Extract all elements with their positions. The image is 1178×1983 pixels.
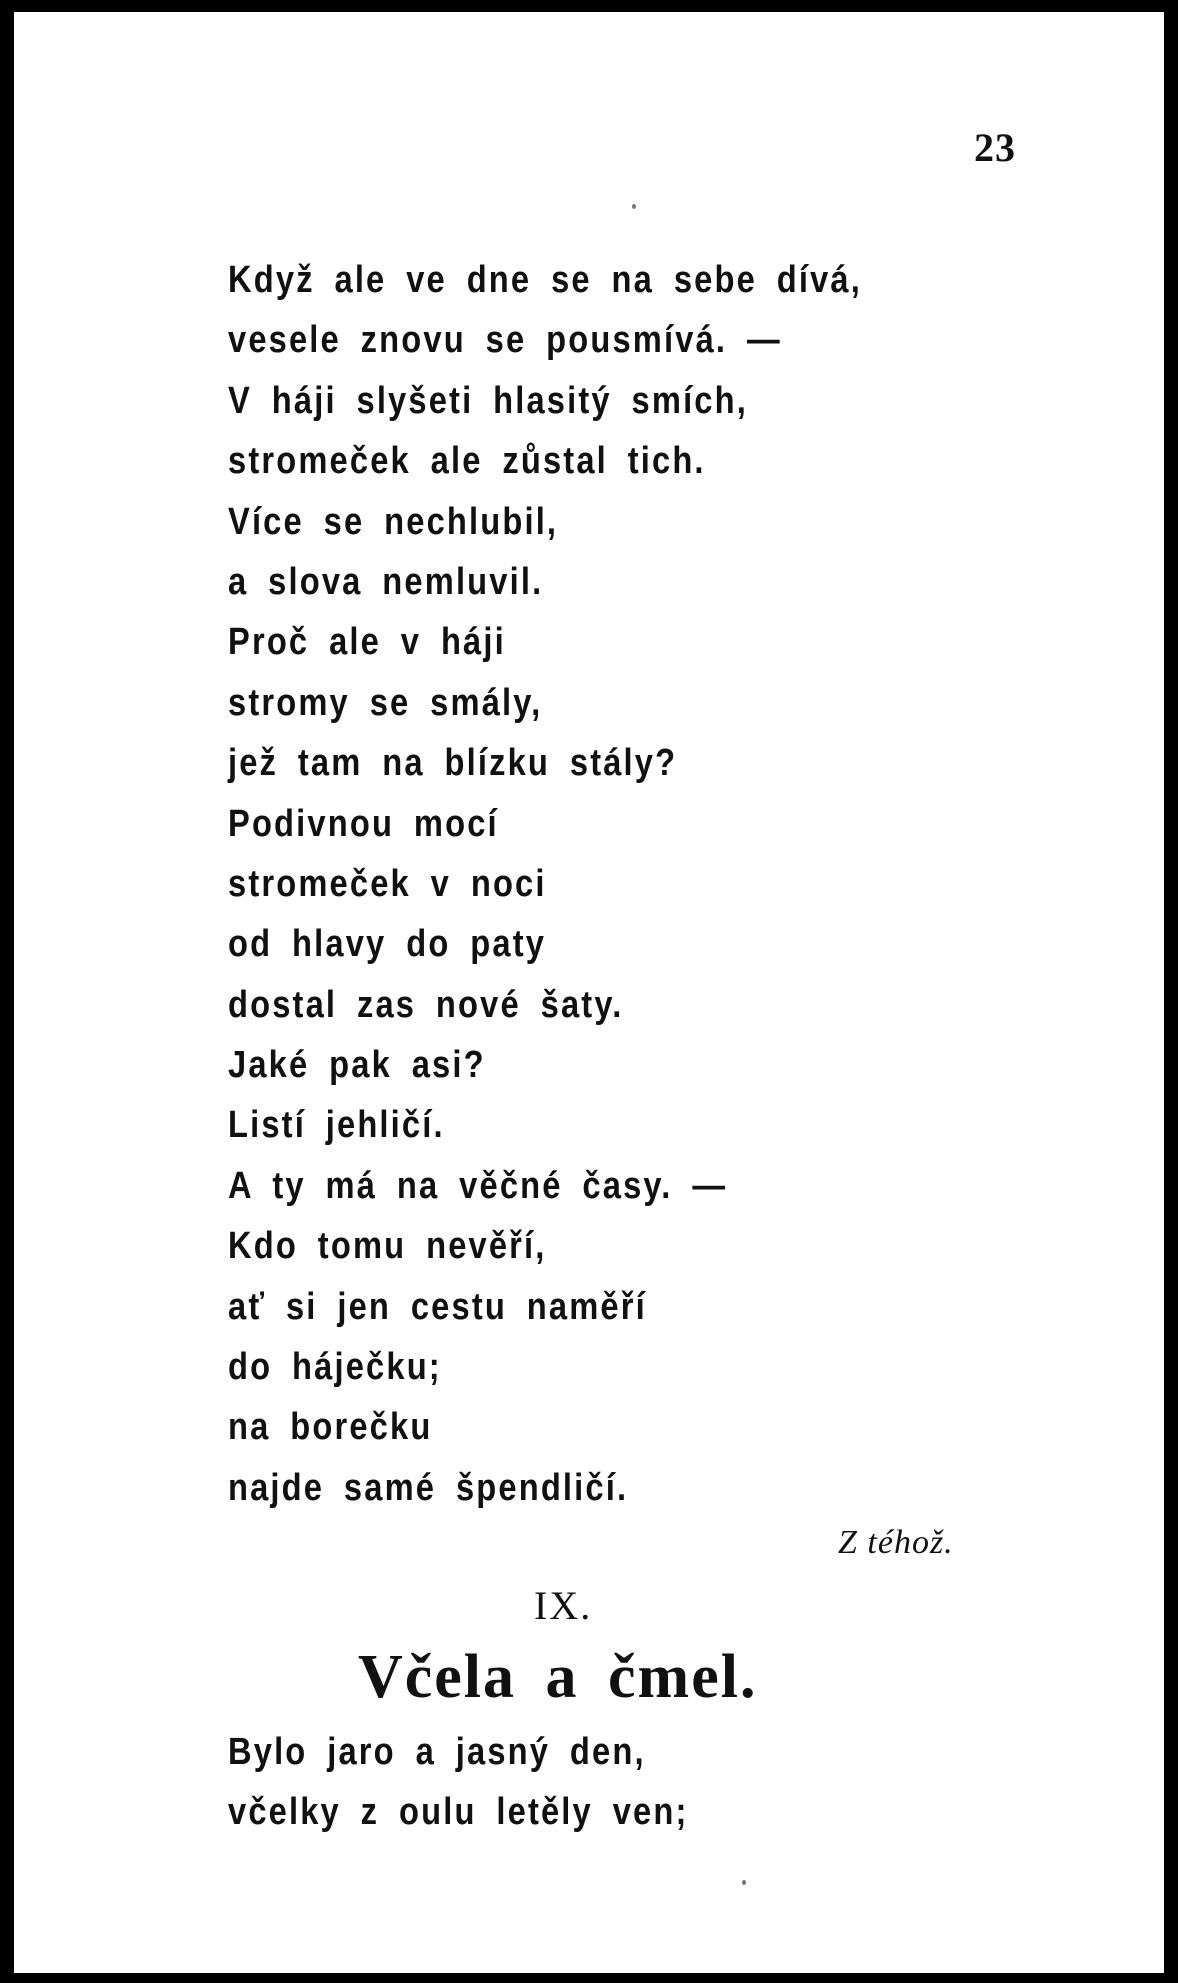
poem-line: stromy se smály, bbox=[228, 681, 543, 724]
poem-line: V háji slyšeti hlasitý smích, bbox=[228, 379, 748, 422]
poem-line: Podivnou mocí bbox=[228, 802, 499, 845]
poem-stanza bbox=[228, 250, 965, 1518]
poem-line: na borečku bbox=[228, 1406, 433, 1449]
poem-line: stromeček ale zůstal tich. bbox=[228, 440, 706, 483]
poem-line: jež tam na blízku stály? bbox=[228, 742, 678, 785]
ink-speck bbox=[742, 1880, 746, 1885]
poem-line: Jaké pak asi? bbox=[228, 1044, 486, 1087]
book-page bbox=[14, 12, 1164, 1973]
poem-line: Více se nechlubil, bbox=[228, 500, 559, 543]
page-number: 23 bbox=[974, 125, 1016, 170]
poem-line: najde samé špendličí. bbox=[228, 1466, 629, 1509]
poem-line: ať si jen cestu naměří bbox=[228, 1285, 647, 1328]
poem-line: včelky z oulu letěly ven; bbox=[228, 1791, 689, 1834]
poem-line: Když ale ve dne se na sebe dívá, bbox=[228, 259, 862, 301]
poem-line: Kdo tomu nevěří, bbox=[228, 1225, 547, 1268]
poem-line: a slova nemluvil. bbox=[228, 560, 544, 603]
poem-line: stromeček v noci bbox=[228, 862, 547, 905]
section-number: IX. bbox=[534, 1583, 593, 1628]
ink-speck bbox=[632, 204, 636, 209]
poem-line: do háječku; bbox=[228, 1346, 442, 1389]
poem-line: Bylo jaro a jasný den, bbox=[228, 1731, 646, 1773]
poem-title: Včela a čmel. bbox=[358, 1643, 758, 1711]
poem-attribution: Z téhož. bbox=[838, 1524, 954, 1561]
poem-line: od hlavy do paty bbox=[228, 923, 547, 966]
next-poem-stanza bbox=[228, 1722, 763, 1843]
poem-line: Proč ale v háji bbox=[228, 621, 506, 664]
poem-line: A ty má na věčné časy. — bbox=[228, 1164, 728, 1207]
poem-line: dostal zas nové šaty. bbox=[228, 983, 624, 1026]
poem-line: vesele znovu se pousmívá. — bbox=[228, 319, 782, 362]
poem-line: Listí jehličí. bbox=[228, 1104, 445, 1147]
